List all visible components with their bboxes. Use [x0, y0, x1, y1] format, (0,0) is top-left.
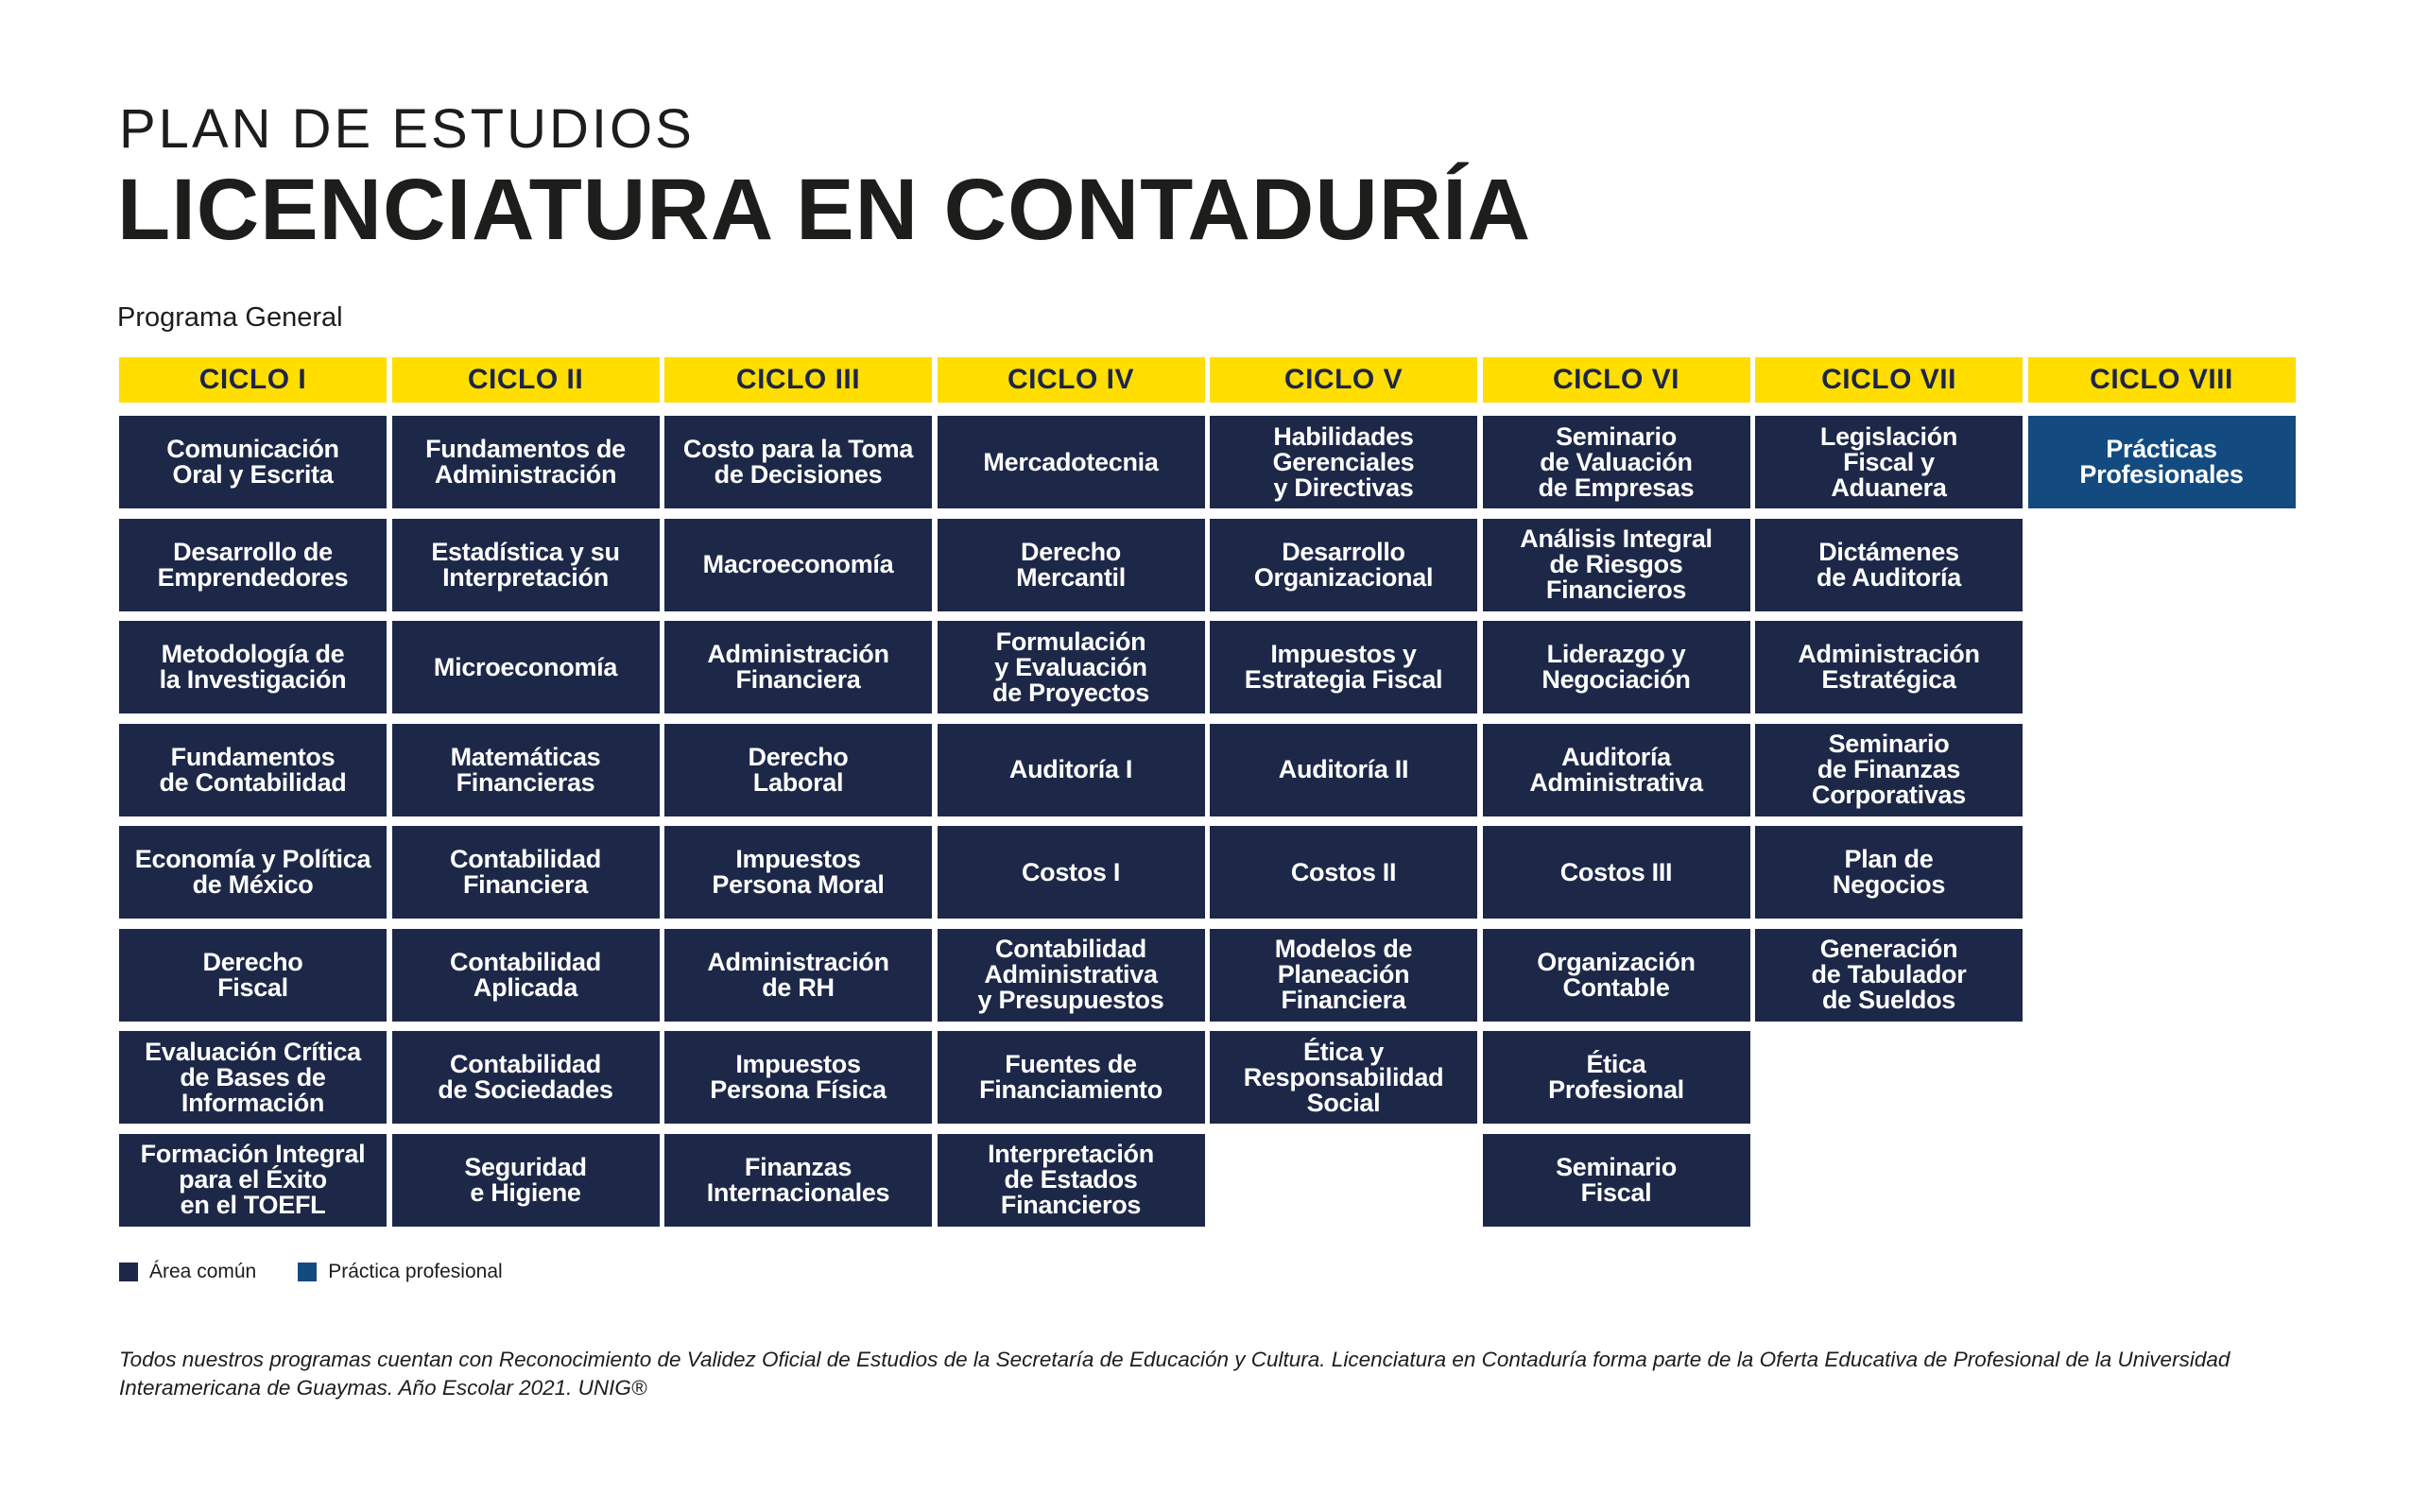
cycle-column-7 — [1755, 357, 2023, 1014]
cycle-header: CICLO II — [392, 357, 660, 403]
course-box: Costos III — [1483, 826, 1750, 919]
course-box: Liderazgo y Negociación — [1483, 621, 1750, 713]
course-box: Dictámenes de Auditoría — [1755, 519, 2023, 611]
course-box: Impuestos y Estrategia Fiscal — [1210, 621, 1477, 713]
cycle-header: CICLO VI — [1483, 357, 1750, 403]
cycle-header: CICLO III — [664, 357, 932, 403]
cycle-header: CICLO IV — [938, 357, 1205, 403]
course-box: Legislación Fiscal y Aduanera — [1755, 416, 2023, 508]
legend-item-practica-profesional — [298, 1261, 502, 1283]
course-box: Desarrollo Organizacional — [1210, 519, 1477, 611]
course-box: Prácticas Profesionales — [2028, 416, 2296, 508]
course-box: Impuestos Persona Física — [664, 1031, 932, 1124]
legend-label-practica-profesional: Práctica profesional — [328, 1261, 503, 1282]
program-subtitle: Programa General — [117, 302, 343, 333]
course-box: Contabilidad Financiera — [392, 826, 660, 919]
course-box: Administración Estratégica — [1755, 621, 2023, 713]
page-title: LICENCIATURA EN CONTADURÍA — [117, 162, 1532, 258]
cycle-column-8 — [2028, 357, 2296, 489]
legend-item-area-comun — [119, 1261, 256, 1283]
cycle-column-4 — [938, 357, 1205, 1219]
course-box: Organización Contable — [1483, 929, 1750, 1022]
course-box: Contabilidad Administrativa y Presupuestos — [938, 929, 1205, 1022]
course-box: Contabilidad Aplicada — [392, 929, 660, 1022]
course-box: Administración Financiera — [664, 621, 932, 713]
course-box: Formulación y Evaluación de Proyectos — [938, 621, 1205, 713]
cycle-column-3 — [664, 357, 932, 1207]
cycle-column-2 — [392, 357, 660, 1207]
legend — [119, 1261, 544, 1283]
page-supertitle: PLAN DE ESTUDIOS — [119, 98, 695, 160]
course-box: Fuentes de Financiamiento — [938, 1031, 1205, 1124]
course-box: Seminario de Finanzas Corporativas — [1755, 724, 2023, 816]
course-box: Contabilidad de Sociedades — [392, 1031, 660, 1124]
cycle-column-5 — [1210, 357, 1477, 1117]
area-comun-swatch — [119, 1263, 138, 1281]
course-box: Interpretación de Estados Financieros — [938, 1134, 1205, 1227]
course-box: Auditoría II — [1210, 724, 1477, 816]
course-box: Derecho Mercantil — [938, 519, 1205, 611]
course-box: Macroeconomía — [664, 519, 932, 611]
legend-label-area-comun: Área común — [149, 1261, 257, 1282]
cycle-header: CICLO VII — [1755, 357, 2023, 403]
course-box: Evaluación Crítica de Bases de Información — [119, 1031, 387, 1124]
course-box: Derecho Laboral — [664, 724, 932, 816]
course-box: Comunicación Oral y Escrita — [119, 416, 387, 508]
course-box: Auditoría I — [938, 724, 1205, 816]
course-box: Metodología de la Investigación — [119, 621, 387, 713]
cycle-header: CICLO VIII — [2028, 357, 2296, 403]
course-box: Matemáticas Financieras — [392, 724, 660, 816]
course-box: Derecho Fiscal — [119, 929, 387, 1022]
course-box: Plan de Negocios — [1755, 826, 2023, 919]
cycle-header: CICLO V — [1210, 357, 1477, 403]
course-box: Auditoría Administrativa — [1483, 724, 1750, 816]
course-box: Microeconomía — [392, 621, 660, 713]
course-box: Habilidades Gerenciales y Directivas — [1210, 416, 1477, 508]
cycle-column-1 — [119, 357, 387, 1219]
course-box: Mercadotecnia — [938, 416, 1205, 508]
course-box: Seminario Fiscal — [1483, 1134, 1750, 1227]
course-box: Finanzas Internacionales — [664, 1134, 932, 1227]
course-box: Impuestos Persona Moral — [664, 826, 932, 919]
footer-note: Todos nuestros programas cuentan con Reconocimiento de Validez Oficial de Estudios de la Secretaría de Educación y Cultura. Licenciatura en Contaduría forma parte de la Oferta Educativa de Profesional de la Universidad Interamericana de Guaymas. Año Escolar 2021. UNIG® — [119, 1348, 2230, 1400]
course-box: Generación de Tabulador de Sueldos — [1755, 929, 2023, 1022]
cycle-column-6 — [1483, 357, 1750, 1207]
course-box: Modelos de Planeación Financiera — [1210, 929, 1477, 1022]
course-box: Costos II — [1210, 826, 1477, 919]
course-box: Seminario de Valuación de Empresas — [1483, 416, 1750, 508]
course-box: Desarrollo de Emprendedores — [119, 519, 387, 611]
cycle-header: CICLO I — [119, 357, 387, 403]
course-box: Seguridad e Higiene — [392, 1134, 660, 1227]
course-box: Ética y Responsabilidad Social — [1210, 1031, 1477, 1124]
course-box: Administración de RH — [664, 929, 932, 1022]
course-box: Ética Profesional — [1483, 1031, 1750, 1124]
course-box: Fundamentos de Administración — [392, 416, 660, 508]
course-box: Fundamentos de Contabilidad — [119, 724, 387, 816]
course-box: Costos I — [938, 826, 1205, 919]
course-box: Análisis Integral de Riesgos Financieros — [1483, 519, 1750, 611]
course-box: Costo para la Toma de Decisiones — [664, 416, 932, 508]
practica-profesional-swatch — [298, 1263, 317, 1281]
course-box: Economía y Política de México — [119, 826, 387, 919]
course-box: Estadística y su Interpretación — [392, 519, 660, 611]
course-box: Formación Integral para el Éxito en el TOEFL — [119, 1134, 387, 1227]
